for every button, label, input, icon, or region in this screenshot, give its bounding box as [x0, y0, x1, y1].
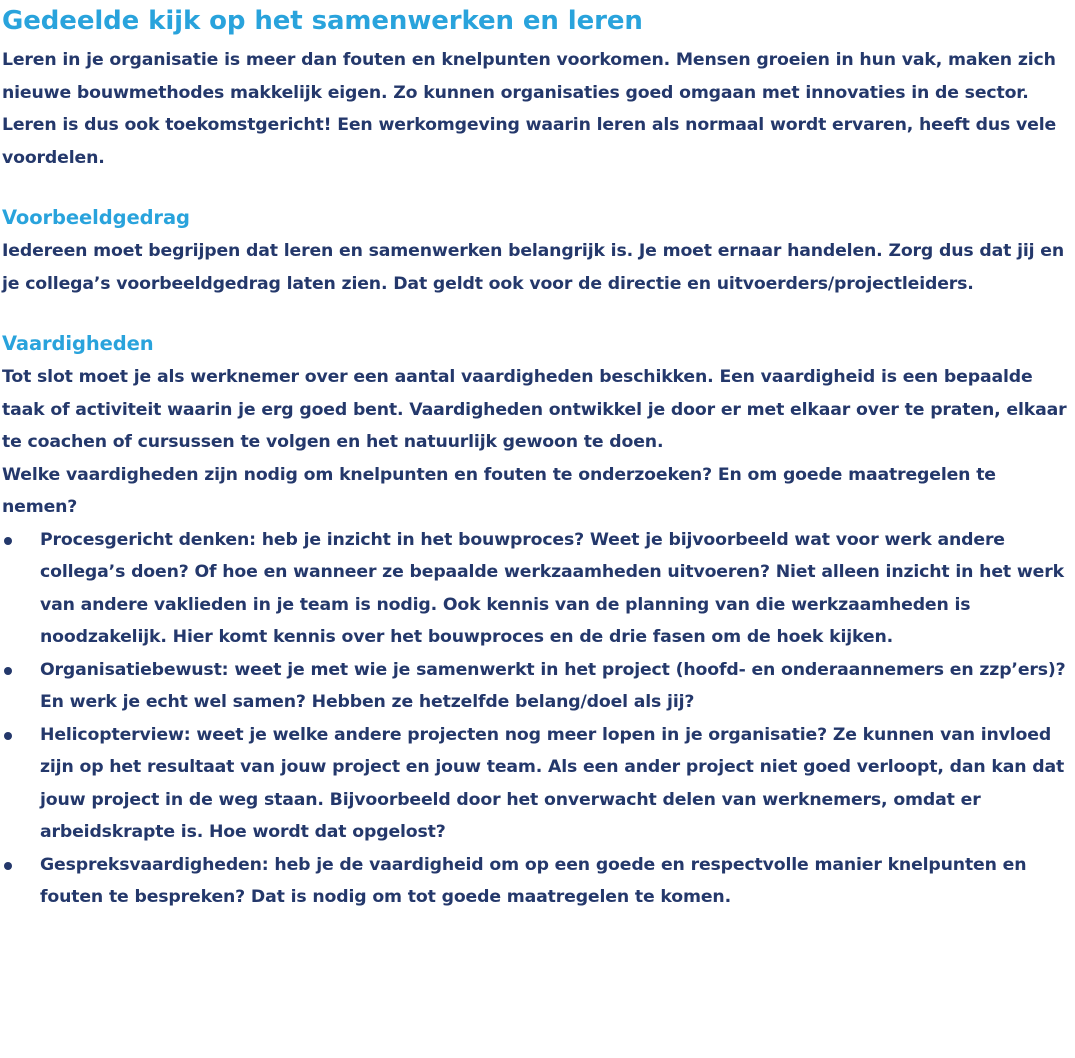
- bullet-dot-icon: [4, 537, 12, 545]
- list-item-term: Procesgericht denken:: [40, 529, 256, 550]
- section-heading-vaardigheden: Vaardigheden: [2, 332, 154, 355]
- list-item: [2, 524, 1073, 654]
- list-item: [2, 719, 1073, 849]
- bullet-dot-icon: [4, 862, 12, 870]
- list-item-text: weet je welke andere projecten nog meer lopen in je organisatie? Ze kunnen van invloed zijn op het resultaat van jouw project en jouw team. Als een ander project niet goed verloopt, dan kan dat jouw project in de weg staan. Bijvoorbeeld door het onverwacht delen van werknemers, omdat er arbeidskrapte is. Hoe wordt dat opgelost?: [40, 724, 1065, 842]
- list-item-text: heb je de vaardigheid om op een goede en respectvolle manier knelpunten en fouten te bespreken? Dat is nodig om tot goede maatregelen te komen.: [40, 854, 1027, 907]
- list-item-text: heb je inzicht in het bouwproces? Weet je bijvoorbeeld wat voor werk andere collega’s doen? Of hoe en wanneer ze bepaalde werkzaamheden uitvoeren? Niet alleen inzicht in het werk van andere vaklieden in je team is nodig. Ook kennis van de planning van die werkzaamheden is noodzakelijk. Hier komt kennis over het bouwproces en de drie fasen om de hoek kijken.: [40, 529, 1064, 647]
- page-title: Gedeelde kijk op het samenwerken en leren: [2, 6, 643, 36]
- section-paragraph-vaardigheden-1: Tot slot moet je als werknemer over een aantal vaardigheden beschikken. Een vaardigheid is een bepaalde taak of activiteit waarin je erg goed bent. Vaardigheden ontwikkel je door er met elkaar over te praten, elkaar te coachen of cursussen te volgen en het natuurlijk gewoon te doen.: [2, 367, 1067, 452]
- bullet-dot-icon: [4, 667, 12, 675]
- section-paragraph-voorbeeldgedrag: Iedereen moet begrijpen dat leren en samenwerken belangrijk is. Je moet ernaar handelen. Zorg dus dat jij en je collega’s voorbeeldgedrag laten zien. Dat geldt ook voor de directie en uitvoerders/projectleiders.: [2, 241, 1065, 294]
- list-item: [2, 849, 1073, 914]
- list-item-term: Helicopterview:: [40, 724, 191, 745]
- skills-list: [2, 524, 1073, 914]
- intro-paragraph: Leren in je organisatie is meer dan fouten en knelpunten voorkomen. Mensen groeien in hun vak, maken zich nieuwe bouwmethodes makkelijk eigen. Zo kunnen organisaties goed omgaan met innovaties in de sector. Leren is dus ook toekomstgericht! Een werkomgeving waarin leren als normaal wordt ervaren, heeft dus vele voordelen.: [2, 50, 1057, 168]
- section-heading-voorbeeldgedrag: Voorbeeldgedrag: [2, 206, 190, 229]
- list-item-text: weet je met wie je samenwerkt in het project (hoofd- en onderaannemers en zzp’ers)? En werk je echt wel samen? Hebben ze hetzelfde belang/doel als jij?: [40, 659, 1066, 712]
- list-item-term: Organisatiebewust:: [40, 659, 229, 680]
- section-paragraph-vaardigheden-2: Welke vaardigheden zijn nodig om knelpunten en fouten te onderzoeken? En om goede maatregelen te nemen?: [2, 464, 996, 517]
- list-item: [2, 654, 1073, 719]
- list-item-term: Gespreksvaardigheden:: [40, 854, 269, 875]
- bullet-dot-icon: [4, 732, 12, 740]
- section-spacer: [2, 300, 1073, 331]
- document-page: [0, 4, 1075, 920]
- section-spacer: [2, 174, 1073, 205]
